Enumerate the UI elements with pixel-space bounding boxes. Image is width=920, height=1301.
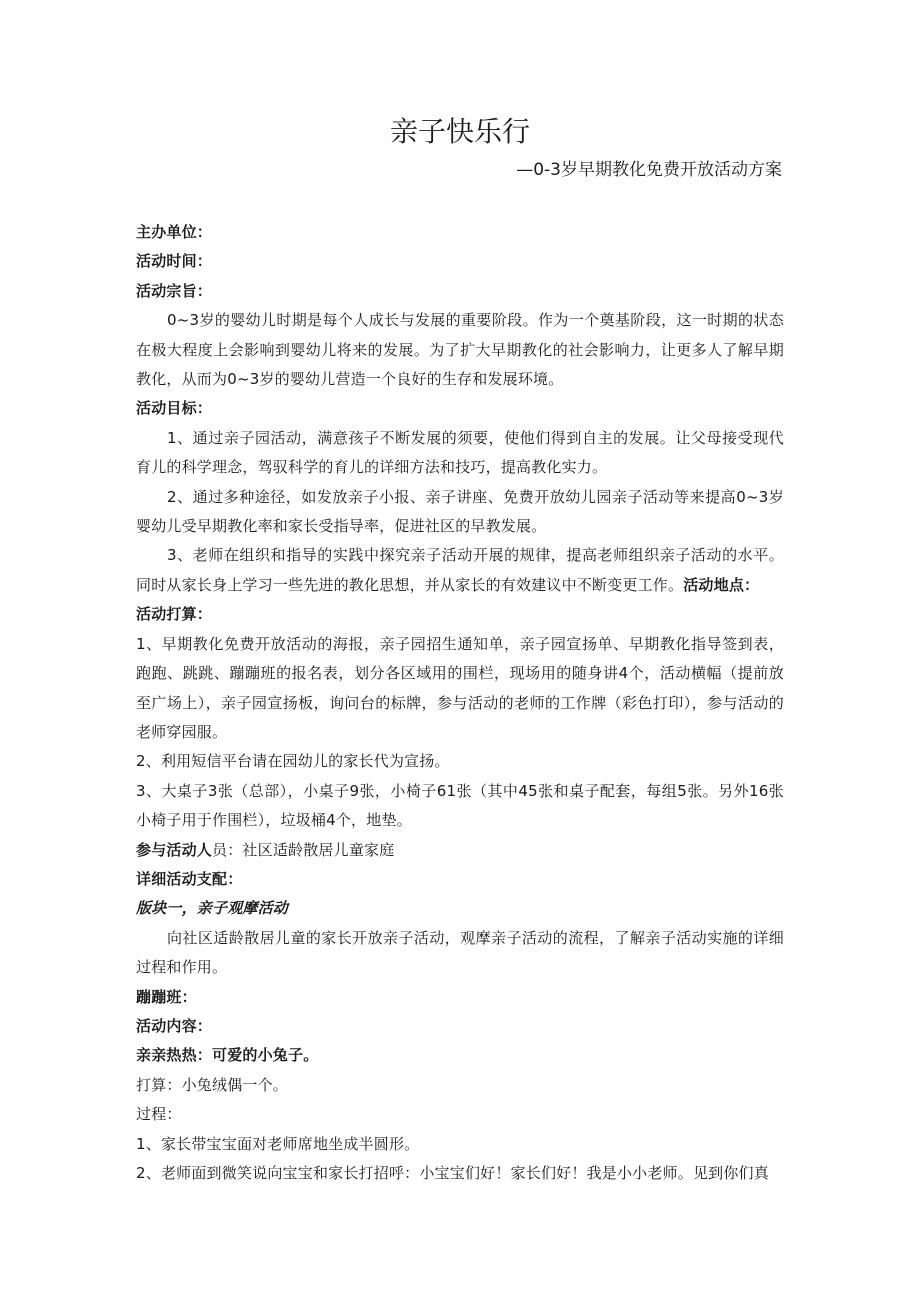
organizer-label: 主办单位： [136, 223, 213, 241]
activity-content-label: 活动内容： [136, 1016, 213, 1035]
participants-text: 员：社区适龄散居儿童家庭 [212, 840, 395, 859]
page-subtitle: —0-3岁早期教化免费开放活动方案 [516, 160, 782, 180]
goal-paragraph-3 [136, 541, 784, 600]
plan-item-1: 1、早期教化免费开放活动的海报，亲子园招生通知单，亲子园宣扬单、早期教化指导签到表，跑跑、跳跳、蹦蹦班的报名表，划分各区域用的围栏，现场用的随身讲4个，活动横幅（提前放至广场上），亲子园宣扬板，询问台的标牌，参与活动的老师的工作牌（彩色打印），参与活动的老师穿园服。 [136, 634, 784, 741]
participants-line [136, 836, 784, 865]
time-label: 活动时间： [136, 252, 213, 271]
document-body [136, 218, 784, 1188]
goal-paragraph-1: 1、通过亲子园活动，满意孩子不断发展的须要，使他们得到自主的发展。让父母接受现代育儿的科学理念，驾驭科学的育儿的详细方法和技巧，提高教化实力。 [136, 428, 784, 477]
section-1-paragraph: 向社区适龄散居儿童的家长开放亲子活动，观摩亲子活动的流程，了解亲子活动实施的详细过程和作用。 [136, 928, 784, 977]
arrangement-label: 详细活动支配： [136, 869, 243, 888]
plan-label: 活动打算： [136, 605, 213, 624]
plan-item-3: 3、大桌子3张（总部），小桌子9张，小椅子61张（其中45张和桌子配套，每组5张。另外16张小椅子用于作围栏），垃圾桶4个，地垫。 [136, 781, 784, 830]
purpose-label: 活动宗旨： [136, 281, 213, 300]
location-label: 活动地点： [683, 575, 760, 594]
section-1-title: 版块一，亲子观摩活动 [136, 899, 289, 918]
activity-name: 亲亲热热：可爱的小兔子。 [136, 1046, 319, 1065]
preparation-line: 打算：小兔绒偶一个。 [136, 1075, 289, 1094]
goal-paragraph-2: 2、通过多种途径，如发放亲子小报、亲子讲座、免费开放幼儿园亲子活动等来提高0~3岁婴幼儿受早期教化率和家长受指导率，促进社区的早教发展。 [136, 487, 784, 536]
process-label: 过程： [136, 1105, 182, 1124]
page-title: 亲子快乐行 [389, 115, 530, 148]
plan-item-2: 2、利用短信平台请在园幼儿的家长代为宣扬。 [136, 752, 450, 771]
process-step-2: 2、老师面到微笑说向宝宝和家长打招呼：小宝宝们好！家长们好！我是小小老师。见到你们真 [136, 1164, 769, 1182]
class-label: 蹦蹦班： [136, 987, 197, 1006]
process-step-1: 1、家长带宝宝面对老师席地坐成半圆形。 [136, 1134, 420, 1153]
goals-label: 活动目标： [136, 399, 213, 418]
goal-3-text: 3、老师在组织和指导的实践中探究亲子活动开展的规律，提高老师组织亲子活动的水平。同时从家长身上学习一些先进的教化思想，并从家长的有效建议中不断变更工作。 [136, 546, 784, 594]
purpose-paragraph: 0~3岁的婴幼儿时期是每个人成长与发展的重要阶段。作为一个奠基阶段，这一时期的状态在极大程度上会影响到婴幼儿将来的发展。为了扩大早期教化的社会影响力，让更多人了解早期教化，从而为0~3岁的婴幼儿营造一个良好的生存和发展环境。 [136, 311, 784, 389]
participants-label: 参与活动人 [136, 840, 213, 859]
